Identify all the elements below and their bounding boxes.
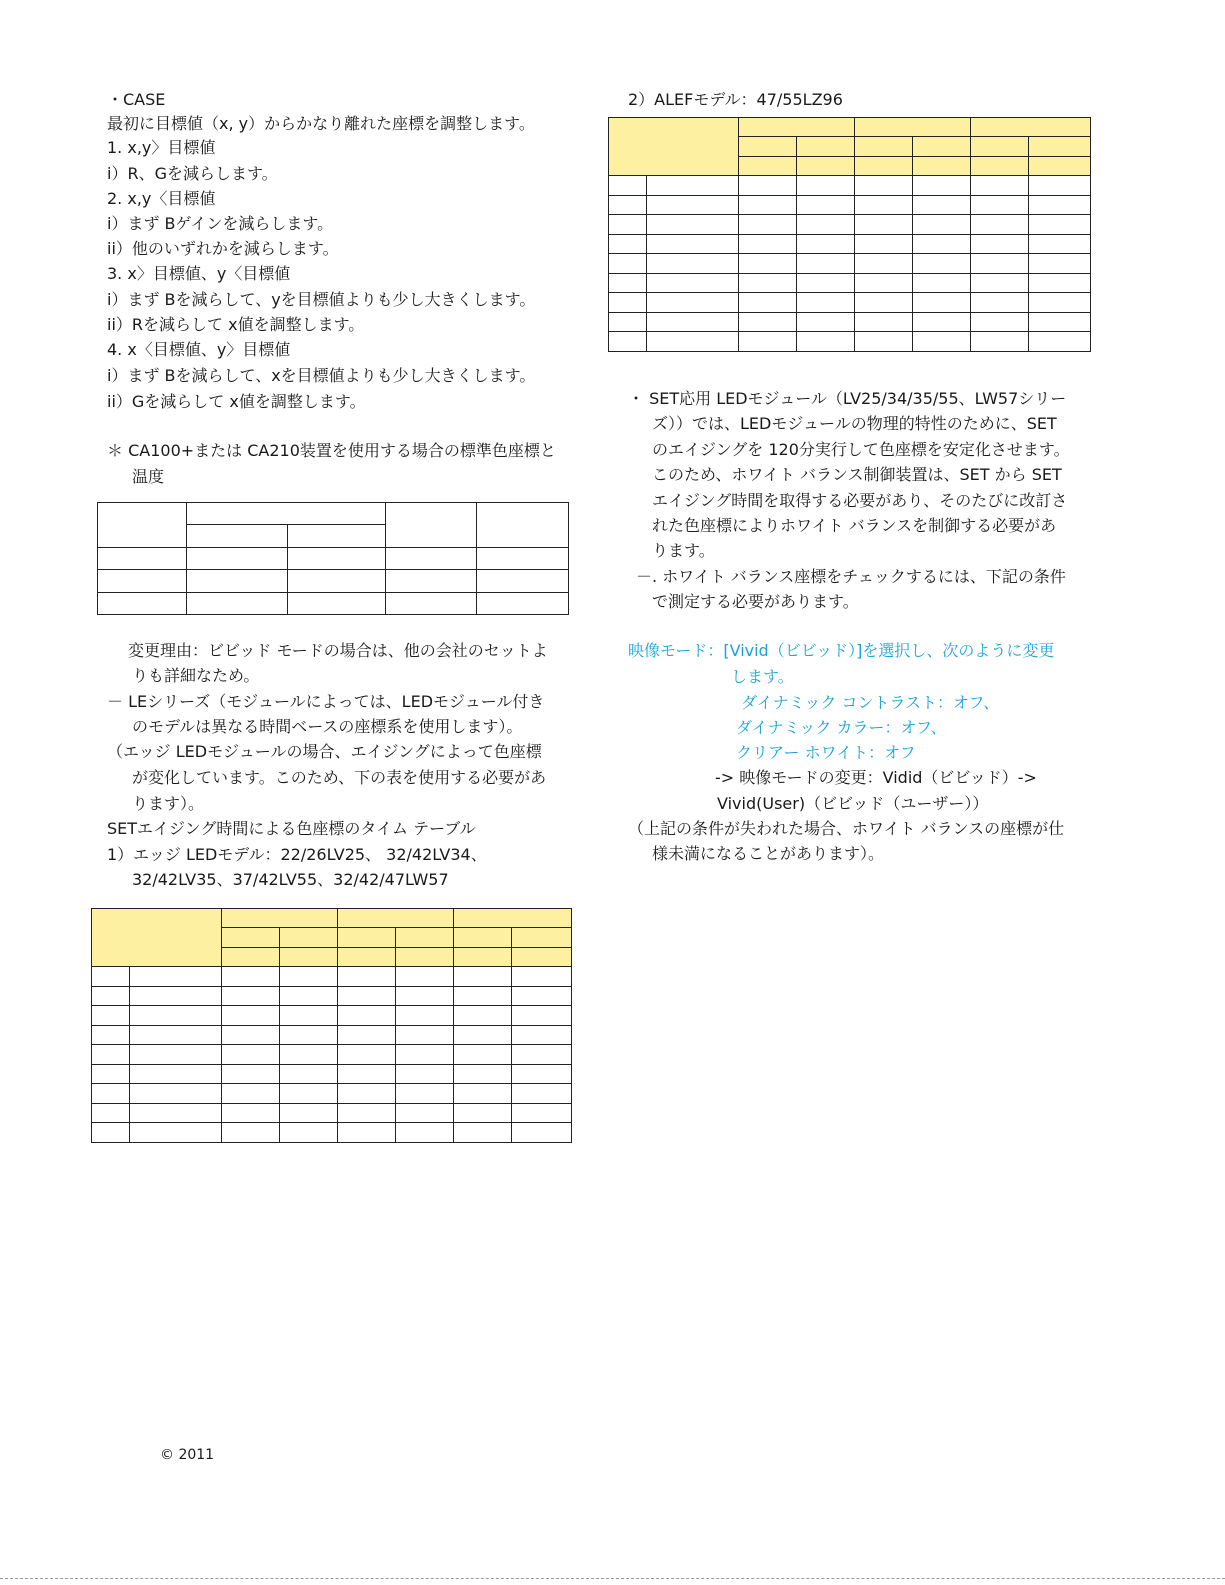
table-row — [609, 176, 1091, 196]
table-row — [609, 235, 1091, 254]
table-row — [92, 987, 572, 1006]
table-row — [609, 274, 1091, 293]
picture-mode-line: します。 — [731, 667, 794, 686]
page-bottom-rule — [0, 1578, 1225, 1579]
table-row — [92, 1084, 572, 1104]
edge-led-time-table — [91, 908, 572, 1143]
table-row — [98, 593, 569, 615]
table-row — [609, 196, 1091, 215]
text-line: （上記の条件が失われた場合、ホワイト バランスの座標が仕 — [628, 819, 1065, 838]
note-line: 温度 — [132, 467, 165, 486]
bullet-line: －. ホワイト バランス座標をチェックするには、下記の条件 — [636, 567, 1066, 586]
text-line: 3. x〉目標値、y〈目標値 — [107, 264, 291, 283]
text-line: -> 映像モードの変更：Vidid（ビビッド）-> — [715, 768, 1037, 787]
table-cell — [386, 503, 477, 548]
table-cell — [288, 525, 386, 548]
table-cell — [92, 909, 222, 967]
copyright: © 2011 — [160, 1447, 215, 1463]
standard-color-table — [97, 502, 569, 615]
text-line: 2. x,y〈目標値 — [107, 189, 216, 208]
setting-dynamic-contrast: ダイナミック コントラスト：オフ、 — [741, 693, 1000, 712]
text-line: － LEシリーズ（モジュールによっては、LEDモジュール付き — [107, 692, 545, 711]
table-row — [98, 570, 569, 593]
table-row — [98, 548, 569, 570]
table-row — [92, 1045, 572, 1065]
case-heading: ・CASE — [107, 90, 166, 109]
text-line: 1. x,y〉目標値 — [107, 138, 216, 157]
table-cell — [477, 503, 569, 548]
text-line: i）まず Bゲインを減らします。 — [107, 214, 334, 233]
text-line: 様未満になることがあります）。 — [652, 844, 885, 863]
text-line: 4. x〈目標値、y〉目標値 — [107, 340, 291, 359]
text-line: ります）。 — [132, 794, 205, 813]
table-cell — [187, 525, 288, 548]
text-line: ii）Rを減らして x値を調整します。 — [107, 315, 365, 334]
text-line: 32/42LV35、37/42LV55、32/42/47LW57 — [132, 870, 449, 889]
section-heading: 2）ALEFモデル：47/55LZ96 — [628, 90, 843, 109]
text-line: Vivid(User)（ビビッド（ユーザー）） — [717, 794, 989, 813]
table-row — [92, 967, 572, 987]
table-caption: SETエイジング時間による色座標のタイム テーブル — [107, 819, 476, 838]
text-line: i）R、Gを減らします。 — [107, 164, 278, 183]
text-line: i）まず Bを減らして、xを目標値よりも少し大きくします。 — [107, 366, 536, 385]
table-row — [92, 1104, 572, 1123]
bullet-line: エイジング時間を取得する必要があり、そのたびに改訂さ — [652, 491, 1068, 510]
bullet-line: ズ））では、LEDモジュールの物理的特性のために、SET — [652, 414, 1057, 433]
text-line: ii）他のいずれかを減らします。 — [107, 239, 339, 258]
setting-dynamic-color: ダイナミック カラー：オフ、 — [736, 718, 947, 737]
bullet-line: このため、ホワイト バランス制御装置は、SET から SET — [652, 465, 1062, 484]
text-line: i）まず Bを減らして、yを目標値よりも少し大きくします。 — [107, 290, 536, 309]
bullet-line: れた色座標によりホワイト バランスを制御する必要があ — [652, 516, 1057, 535]
text-line: のモデルは異なる時間ベースの座標系を使用します）。 — [132, 717, 523, 736]
alef-time-table — [608, 117, 1091, 352]
table-row — [92, 1123, 572, 1143]
table-cell — [187, 503, 386, 525]
table-row — [609, 313, 1091, 332]
text-line: りも詳細なため。 — [132, 666, 260, 685]
picture-mode-line: 映像モード：[Vivid（ビビッド）]を選択し、次のように変更 — [628, 641, 1055, 660]
table-row — [92, 1026, 572, 1045]
table-cell — [609, 118, 739, 176]
text-line: が変化しています。このため、下の表を使用する必要があ — [132, 768, 547, 787]
text-line: ii）Gを減らして x値を調整します。 — [107, 392, 366, 411]
table-row — [92, 1006, 572, 1026]
table-row — [92, 1065, 572, 1084]
table-row — [609, 254, 1091, 274]
bullet-line: で測定する必要があります。 — [652, 592, 859, 611]
bullet-line: ります。 — [652, 541, 715, 560]
table-row — [609, 293, 1091, 313]
bullet-line: ・ SET応用 LEDモジュール（LV25/34/35/55、LW57シリー — [628, 389, 1067, 408]
text-line: 1）エッジ LEDモデル：22/26LV25、 32/42LV34、 — [107, 845, 487, 864]
setting-clear-white: クリアー ホワイト：オフ — [736, 743, 916, 762]
table-row — [609, 215, 1091, 235]
text-line: 変更理由：ビビッド モードの場合は、他の会社のセットよ — [128, 641, 548, 660]
note-line: ＊ CA100+または CA210装置を使用する場合の標準色座標と — [107, 441, 556, 460]
text-line: （エッジ LEDモジュールの場合、エイジングによって色座標 — [107, 742, 542, 761]
text-line: 最初に目標値（x, y）からかなり離れた座標を調整します。 — [107, 114, 535, 133]
table-row — [609, 332, 1091, 352]
table-cell — [98, 503, 187, 548]
bullet-line: のエイジングを 120分実行して色座標を安定化させます。 — [652, 440, 1070, 459]
